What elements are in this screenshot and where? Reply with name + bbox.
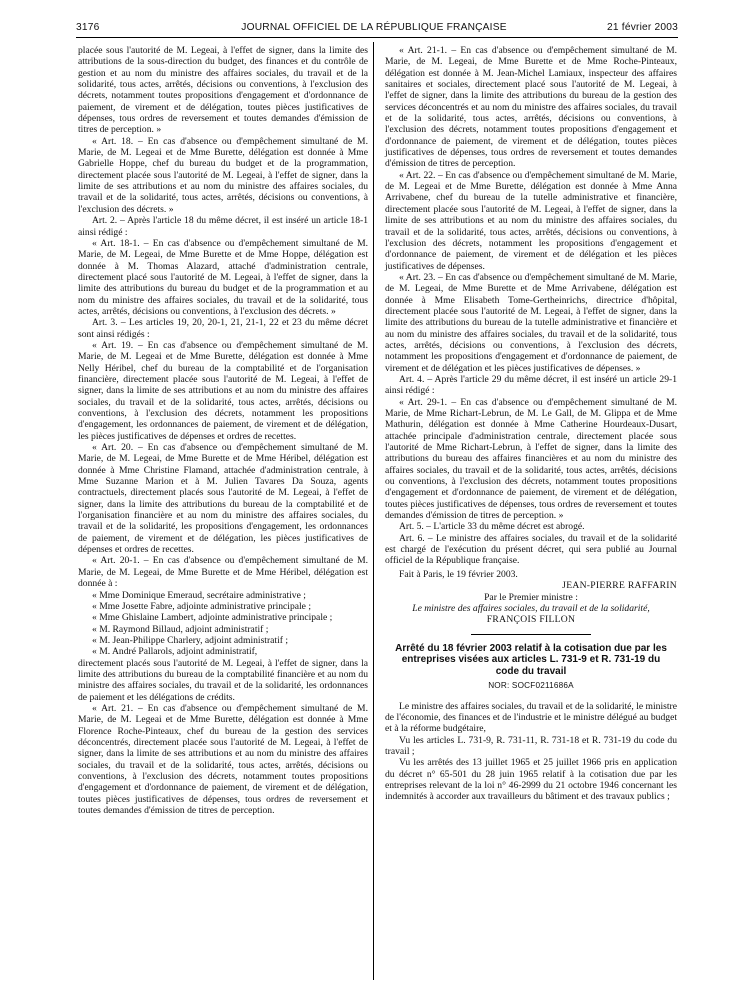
list-item: « Mme Josette Fabre, adjointe administrative principale ; [92, 600, 311, 612]
paragraph: « Art. 18. – En cas d'absence ou d'empêchement simultané de M. Marie, de M. Legeai et de Mme Burette, délégation est donnée à Mme Gabrielle Hoppe, chef du bureau du budget et de la programmation, directement placée sous l'autorité de M. Legeai, à l'effet de signer, dans la limite de ses attributions et au nom du ministre des affaires sociales, du travail et de la solidarité, tous actes, arrêtés, décisions ou conventions, à l'exclusion des décrets. » [78, 135, 368, 215]
paragraph: « Art. 23. – En cas d'absence ou d'empêchement simultané de M. Marie, de M. Legeai, de Mme Burette et de Mme Arrivabene, délégation est donnée à Mme Elisabeth Tome-Gertheinrichs, directrice d'hôpital, directement placée sous l'autorité de M. Legeai, à l'effet de signer, dans la limite des attributions du bureau de la tutelle administrative et financière et au nom du ministre des affaires sociales, du travail et de la solidarité, tous actes, arrêtés, décisions ou conventions, à l'exclusion des décrets, notamment les propositions d'engagement et d'ordonnance de paiement, de virement et de délégation et les pièces justificatives de dépenses. » [385, 271, 677, 374]
column-divider [373, 42, 374, 980]
signatory-prime-minister: JEAN-PIERRE RAFFARIN [562, 580, 677, 592]
section-separator [471, 634, 591, 635]
paragraph: placée sous l'autorité de M. Legeai, à l'effet de signer, dans la limite des attributions de la sous-direction du budget, des finances et du contrôle de gestion et au nom du ministre des affaires sociales, du travail et de la solidarité, tous actes, arrêtés, décisions ou conventions, à l'exclusion des décrets, notamment toutes propositions d'engagement et d'ordonnance de paiement, de virement et de délégation, toutes pièces justificatives de dépenses, tous ordres de reversement et toutes demandes d'émission de titres de perception. » [78, 45, 368, 136]
minister-title [385, 603, 677, 614]
paragraph: « Art. 20. – En cas d'absence ou d'empêchement simultané de M. Marie, de M. Legeai, de Mme Burette et de Mme Héribel, délégation est donnée à Mme Christine Flamand, attachée d'administration centrale, à Mme Suzanne Marion et à M. Julien Tavares Da Souza, agents contractuels, directement placés sous l'autorité de M. Legeai, à l'effet de signer, dans la limite des attributions du bureau de la comptabilité et de l'organisation financière et au nom du ministre des affaires sociales, du travail et de la solidarité, les propositions d'engagement, les ordonnances de paiement, de virement et de délégation, les pièces justificatives de dépenses et ordres de recettes. [78, 442, 368, 556]
minister-title-text: Le ministre des affaires sociales, du travail et de la solidarité, [412, 602, 650, 614]
paragraph: Vu les arrêtés des 13 juillet 1965 et 25 juillet 1966 pris en application du décret n° 65-501 du 28 juin 1965 relatif à la cotisation due par les entreprises relevant de la loi n° 46-2999 du 21 octobre 1946 concernant les indemnités à accorder aux travailleurs du bâtiment et des travaux publics ; [385, 757, 677, 803]
paragraph: « Art. 21-1. – En cas d'absence ou d'empêchement simultané de M. Marie, de M. Legeai, de Mme Burette et de Mme Roche-Pinteaux, délégation est donnée à M. Jean-Michel Lamiaux, inspecteur des affaires sanitaires et sociales, directement placé sous l'autorité de M. Legeai, à l'effet de signer, dans la limite des attributions du bureau de la gestion des services déconcentrés et au nom du ministre des affaires sociales, du travail et de la solidarité, tous actes, arrêtés, décisions ou conventions, à l'exclusion des décrets, notamment toutes propositions d'engagement et d'ordonnance de paiement, de virement et de délégation, toutes pièces justificatives de dépenses, tous ordres de reversement et toutes demandes d'émission de titres de perception. [385, 45, 677, 170]
list-item: « M. André Pallarols, adjoint administratif, [92, 646, 258, 658]
paragraph: directement placés sous l'autorité de M. Legeai, à l'effet de signer, dans la limite des attributions du bureau de la comptabilité financière et au nom du ministre des affaires sociales, du travail et de la solidarité, les ordonnances de paiement et les délégations de crédits. [78, 657, 368, 703]
article-paragraph: Art. 6. – Le ministre des affaires sociales, du travail et de la solidarité est chargé de l'exécution du présent décret, qui sera publié au Journal officiel de la République française. [385, 532, 677, 567]
issue-date: 21 février 2003 [607, 22, 678, 33]
paragraph: « Art. 18-1. – En cas d'absence ou d'empêchement simultané de M. Marie, de M. Legeai, de Mme Burette et de Mme Hoppe, délégation est donnée à M. Thomas Alazard, attaché d'administration centrale, directement placé sous l'autorité de M. Legeai, à l'effet de signer, dans la limite des attributions du bureau du budget et de la programmation et au nom du ministre des affaires sociales, du travail et de la solidarité, tous actes, arrêtés, décisions ou conventions, à l'exclusion des décrets. » [78, 237, 368, 317]
page-number: 3176 [76, 22, 100, 33]
paragraph: « Art. 20-1. – En cas d'absence ou d'empêchement simultané de M. Marie, de M. Legeai, de Mme Burette et de Mme Héribel, délégation est donnée à : [78, 555, 368, 590]
paragraph: « Art. 29-1. – En cas d'absence ou d'empêchement simultané de M. Marie, de Mme Richart-Lebrun, de M. Le Gall, de M. Glippa et de Mme Mathurin, délégation est donnée à Mme Catherine Hourdeaux-Dusart, attachée principale d'administration centrale, directement placée sous l'autorité de Mme Richart-Lebrun, à l'effet de signer, dans la limite des attributions du bureau des affaires financières et au nom du ministre des affaires sociales, du travail et de la solidarité, tous actes, arrêtés, décisions ou conventions, à l'exclusion des décrets, notamment toutes propositions d'engagement et d'ordonnance de paiement, de virement et de délégation, toutes pièces justificatives de dépenses, tous ordres de reversement et toutes demandes d'émission de titres de perception. » [385, 396, 677, 522]
paragraph: Le ministre des affaires sociales, du travail et de la solidarité, le ministre de l'économie, des finances et de l'industrie et le ministre délégué au budget et à la réforme budgétaire, [385, 700, 677, 735]
signature-date: Fait à Paris, le 19 février 2003. [399, 568, 518, 580]
left-column [78, 45, 368, 816]
paragraph: « Art. 19. – En cas d'absence ou d'empêchement simultané de M. Marie, de M. Legeai et de Mme Burette, délégation est donnée à Mme Nelly Héribel, chef du bureau de la comptabilité et de l'organisation financière, directement placée sous l'autorité de M. Legeai, à l'effet de signer, dans la limite de ses attributions et au nom du ministre des affaires sociales, du travail et de la solidarité, tous actes, arrêtés, décisions ou conventions, à l'exclusion des décrets, notamment les propositions d'engagement, les ordonnances de paiement, de virement et de délégation, les pièces justificatives de dépenses et ordres de recettes. [78, 339, 368, 442]
right-column [385, 45, 677, 803]
article-paragraph: Art. 2. – Après l'article 18 du même décret, il est inséré un article 18-1 ainsi rédigé : [78, 215, 368, 238]
paragraph: Vu les articles L. 731-9, R. 731-11, R. 731-18 et R. 731-19 du code du travail ; [385, 734, 677, 758]
list-item: « M. Jean-Philippe Charlery, adjoint administratif ; [92, 634, 289, 646]
journal-title: JOURNAL OFFICIEL DE LA RÉPUBLIQUE FRANÇAISE [241, 22, 507, 33]
article-paragraph: Art. 3. – Les articles 19, 20, 20-1, 21, 21-1, 22 et 23 du même décret sont ainsi rédigés : [78, 317, 368, 340]
list-item: « Mme Ghislaine Lambert, adjointe administrative principale ; [92, 612, 333, 624]
article-paragraph: Art. 4. – Après l'article 29 du même décret, il est inséré un article 29-1 ainsi rédigé : [385, 373, 677, 397]
decree-title: Arrêté du 18 février 2003 relatif à la cotisation due par les entreprises visées aux articles L. 731-9 et R. 731-19 du code du travail [395, 642, 667, 677]
nor-reference: NOR: SOCF0211686A [488, 681, 574, 691]
article-paragraph: Art. 5. – L'article 33 du même décret est abrogé. [399, 521, 585, 533]
signature-intro: Par le Premier ministre : [484, 591, 578, 603]
list-item: « Mme Dominique Emeraud, secrétaire administrative ; [92, 589, 306, 601]
paragraph: « Art. 21. – En cas d'absence ou d'empêchement simultané de M. Marie, de M. Legeai et de Mme Burette, délégation est donnée à Mme Florence Roche-Pinteaux, chef du bureau de la gestion des services déconcentrés, directement placée sous l'autorité de M. Legeai, à l'effet de signer, dans la limite de ses attributions et au nom du ministre des affaires sociales, du travail et de la solidarité, tous actes, arrêtés, décisions ou conventions, à l'exclusion des décrets, notamment toutes propositions d'engagement et d'ordonnance de paiement, de virement et de délégation, toutes pièces justificatives de dépenses, tous ordres de reversement et toutes demandes d'émission de titres de perception. [78, 702, 368, 817]
signatory-minister: FRANÇOIS FILLON [486, 614, 576, 626]
paragraph: « Art. 22. – En cas d'absence ou d'empêchement simultané de M. Marie, de M. Legeai et de Mme Burette, délégation est donnée à Mme Anna Arrivabene, chef du bureau de la tutelle administrative et financière, directement placée sous l'autorité de M. Legeai, à l'effet de signer, dans la limite de ses attributions et au nom du ministre des affaires sociales, du travail et de la solidarité, tous actes, arrêtés, décisions ou conventions, à l'exclusion des décrets, notamment les propositions d'engagement et d'ordonnance de paiement, de virement et de délégation et les pièces justificatives de dépenses. [385, 169, 677, 272]
header-rule [76, 37, 678, 38]
list-item: « M. Raymond Billaud, adjoint administratif ; [92, 623, 269, 635]
